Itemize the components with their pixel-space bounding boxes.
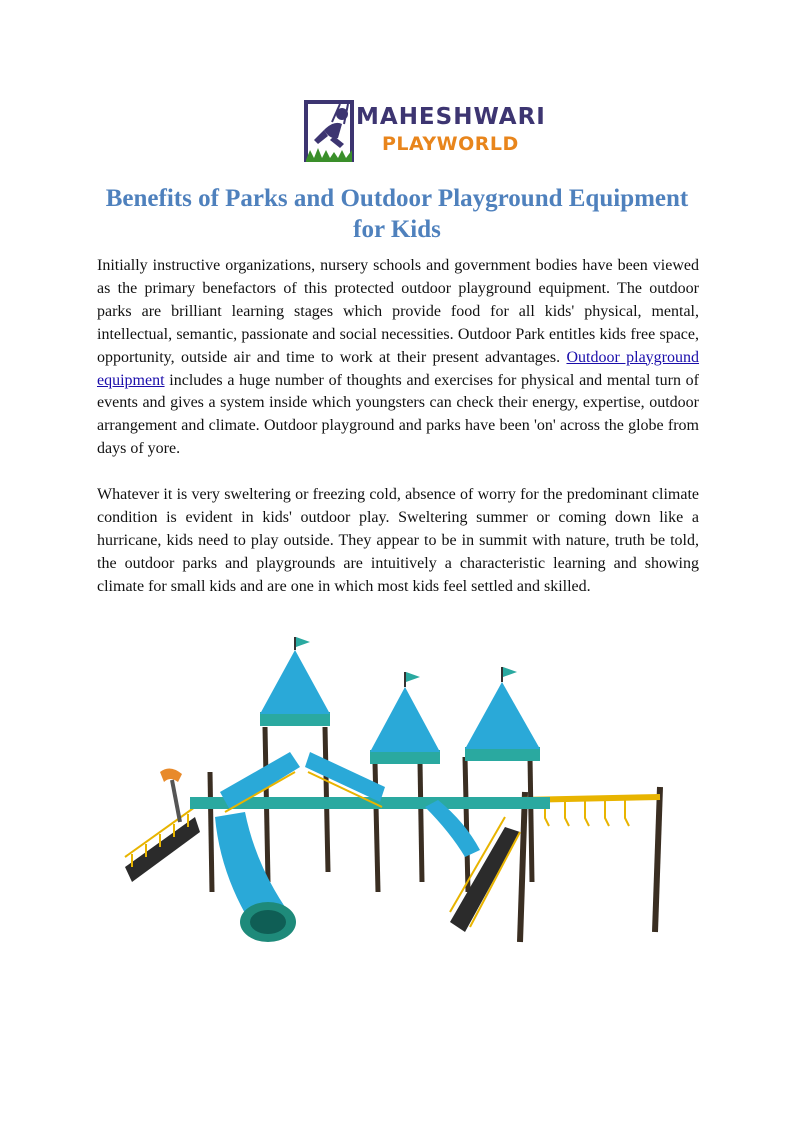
paragraph-1 <box>97 255 699 461</box>
page-title: Benefits of Parks and Outdoor Playground Equipment for Kids <box>105 185 689 243</box>
brand-logo <box>304 100 546 166</box>
swing-frame <box>520 787 660 942</box>
tower-left <box>260 637 330 726</box>
tube-slide <box>215 812 296 942</box>
logo-brand-line1: MAHESHWARI <box>356 104 546 130</box>
outdoor-playground-equipment-link[interactable]: Outdoor playground equipment <box>97 348 700 389</box>
left-ramp <box>125 807 200 882</box>
logo-brand-line2: PLAYWORLD <box>382 133 519 155</box>
paragraph-1-text-b: includes a huge number of thoughts and exercises for physical and mental turn of events and gives a system inside which youngsters can check their energy, expertise, outdoor arrangement and climate. Outdoor playground and parks have been 'on' across the globe from days of yore. <box>97 371 699 458</box>
tower-middle <box>370 672 440 764</box>
periscope-toy <box>160 768 182 782</box>
swing-kid-logo-icon <box>304 100 356 166</box>
paragraph-1-text-a: Initially instructive organizations, nursery schools and government bodies have been viewed as the primary benefactors of this protected outdoor playground equipment. The outdoor parks are brilliant learning stages which provide food for all kids' physical, mental, intellectual, semantic, passionate and social necessities. Outdoor Park entitles kids free space, opportunity, outside air and time to work at their present advantages. <box>97 257 699 366</box>
tower-right <box>465 667 540 761</box>
playground-equipment-image <box>120 632 680 962</box>
paragraph-2: Whatever it is very sweltering or freezing cold, absence of worry for the predominant climate condition is evident in kids' outdoor play. Sweltering summer or coming down like a hurricane, kids need to play outside. They appear to be in summit with nature, truth be told, the outdoor parks and playgrounds are intuitively a characteristic learning and showing climate for small kids and are one in which most kids feel settled and skilled. <box>97 486 699 595</box>
